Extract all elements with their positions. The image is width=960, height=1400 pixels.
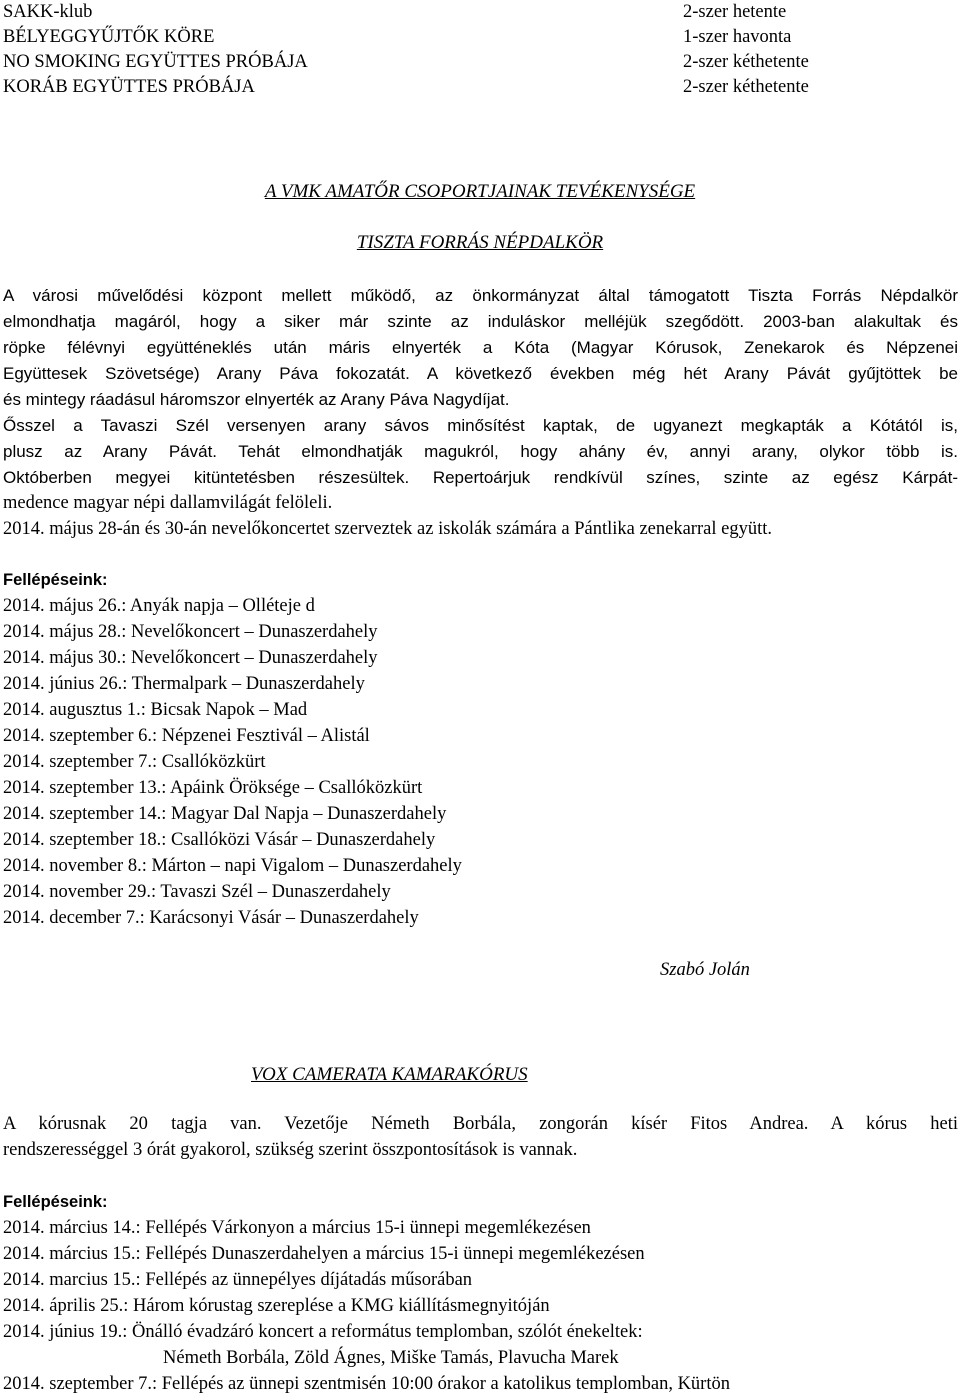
s1-performances-label: Fellépéseink: bbox=[3, 571, 108, 589]
s1-performance-item: 2014. június 26.: Thermalpark – Dunaszerdahely bbox=[3, 674, 365, 694]
s1-para-line-6: Ősszel a Tavaszi Szél versenyen arany sávos minősítést kaptak, de ugyanezt megkapták a Kótától is, bbox=[3, 416, 958, 435]
s2-performances-label: Fellépéseink: bbox=[3, 1193, 108, 1211]
s1-para-line-3: röpke félévnyi együtténeklés után máris elnyerték a Kóta (Magyar Kórusok, Zenekarok és Népzenei bbox=[3, 338, 958, 357]
s2-para-line-2: rendszerességgel 3 órát gyakorol, szükség szerint összpontosítások is vannak. bbox=[3, 1140, 578, 1160]
s1-performance-item: 2014. szeptember 14.: Magyar Dal Napja – Dunaszerdahely bbox=[3, 804, 447, 824]
s2-performance-item: 2014. június 19.: Önálló évadzáró koncert a református templomban, szólót énekeltek: bbox=[3, 1322, 643, 1342]
s1-para-line-2: elmondhatja magáról, hogy a siker már szinte az induláskor melléjük szegődött. 2003-ban alakultak és bbox=[3, 312, 958, 331]
s1-performance-item: 2014. augusztus 1.: Bicsak Napok – Mad bbox=[3, 700, 308, 720]
header-left-4: KORÁB EGYÜTTES PRÓBÁJA bbox=[3, 77, 255, 97]
s1-performance-item: 2014. május 28.: Nevelőkoncert – Dunaszerdahely bbox=[3, 622, 378, 642]
main-title: A VMK AMATŐR CSOPORTJAINAK TEVÉKENYSÉGE bbox=[264, 181, 696, 202]
s1-para-line-7: plusz az Arany Pávát. Tehát elmondhatják magukról, hogy ahány év, annyi arany, olykor több is. bbox=[3, 442, 958, 461]
s1-performance-item: 2014. november 8.: Márton – napi Vigalom – Dunaszerdahely bbox=[3, 856, 462, 876]
s1-performance-item: 2014. szeptember 18.: Csallóközi Vásár – Dunaszerdahely bbox=[3, 830, 436, 850]
header-right-1: 2-szer hetente bbox=[683, 2, 787, 22]
header-left-3: NO SMOKING EGYÜTTES PRÓBÁJA bbox=[3, 52, 308, 72]
s2-para-line-1: A kórusnak 20 tagja van. Vezetője Németh Borbála, zongorán kísér Fitos Andrea. A kórus heti bbox=[3, 1114, 958, 1134]
s1-para-line-1: A városi művelődési központ mellett működő, az önkormányzat által támogatott Tiszta Forrás Népdalkör bbox=[3, 286, 958, 305]
header-left-2: BÉLYEGGYŰJTŐK KÖRE bbox=[3, 27, 215, 47]
s2-performance-item: 2014. március 15.: Fellépés Dunaszerdahelyen a március 15-i ünnepi megemlékezésen bbox=[3, 1244, 645, 1264]
s1-performance-item: 2014. november 29.: Tavaszi Szél – Dunaszerdahely bbox=[3, 882, 391, 902]
s2-performance-soloists: Németh Borbála, Zöld Ágnes, Miške Tamás, Plavucha Marek bbox=[163, 1348, 619, 1368]
s1-performance-item: 2014. szeptember 7.: Csallóközkürt bbox=[3, 752, 266, 772]
s2-performance-item: 2014. március 14.: Fellépés Várkonyon a március 15-i ünnepi megemlékezésen bbox=[3, 1218, 591, 1238]
s1-para-line-10: 2014. május 28-án és 30-án nevelőkoncertet szerveztek az iskolák számára a Pántlika zenekarral együtt. bbox=[3, 519, 772, 539]
s2-performance-item: 2014. szeptember 7.: Fellépés az ünnepi szentmisén 10:00 órakor a katolikus templomban, Kürtön bbox=[3, 1374, 730, 1394]
s1-performance-item: 2014. december 7.: Karácsonyi Vásár – Dunaszerdahely bbox=[3, 908, 419, 928]
s1-performance-item: 2014. szeptember 6.: Népzenei Fesztivál – Alistál bbox=[3, 726, 370, 746]
s1-para-line-8: Októberben megyei kitüntetésben részesültek. Repertoárjuk rendkívül színes, szinte az egész Kárpát- bbox=[3, 468, 958, 487]
header-right-2: 1-szer havonta bbox=[683, 27, 792, 47]
s2-performance-item: 2014. marcius 15.: Fellépés az ünnepélyes díjátadás műsorában bbox=[3, 1270, 473, 1290]
header-right-4: 2-szer kéthetente bbox=[683, 77, 809, 97]
header-left-1: SAKK-klub bbox=[3, 2, 93, 22]
s1-performance-item: 2014. május 30.: Nevelőkoncert – Dunaszerdahely bbox=[3, 648, 378, 668]
s2-performance-item: 2014. április 25.: Három kórustag szereplése a KMG kiállításmegnyitóján bbox=[3, 1296, 550, 1316]
s1-para-line-9: medence magyar népi dallamvilágát felöleli. bbox=[3, 493, 333, 513]
s1-para-line-4: Együttesek Szövetsége) Arany Páva fokozatát. A következő években még hét Arany Pávát gyűjtöttek be bbox=[3, 364, 958, 383]
s1-performance-item: 2014. szeptember 13.: Apáink Öröksége – Csallóközkürt bbox=[3, 778, 423, 798]
section1-title: TISZTA FORRÁS NÉPDALKÖR bbox=[356, 232, 604, 253]
header-right-3: 2-szer kéthetente bbox=[683, 52, 809, 72]
s1-performance-item: 2014. május 26.: Anyák napja – Olléteje d bbox=[3, 596, 315, 616]
s1-para-line-5: és mintegy ráadásul háromszor elnyerték az Arany Páva Nagydíjat. bbox=[3, 390, 510, 409]
section2-title: VOX CAMERATA KAMARAKÓRUS bbox=[251, 1064, 528, 1085]
signature: Szabó Jolán bbox=[660, 960, 750, 980]
